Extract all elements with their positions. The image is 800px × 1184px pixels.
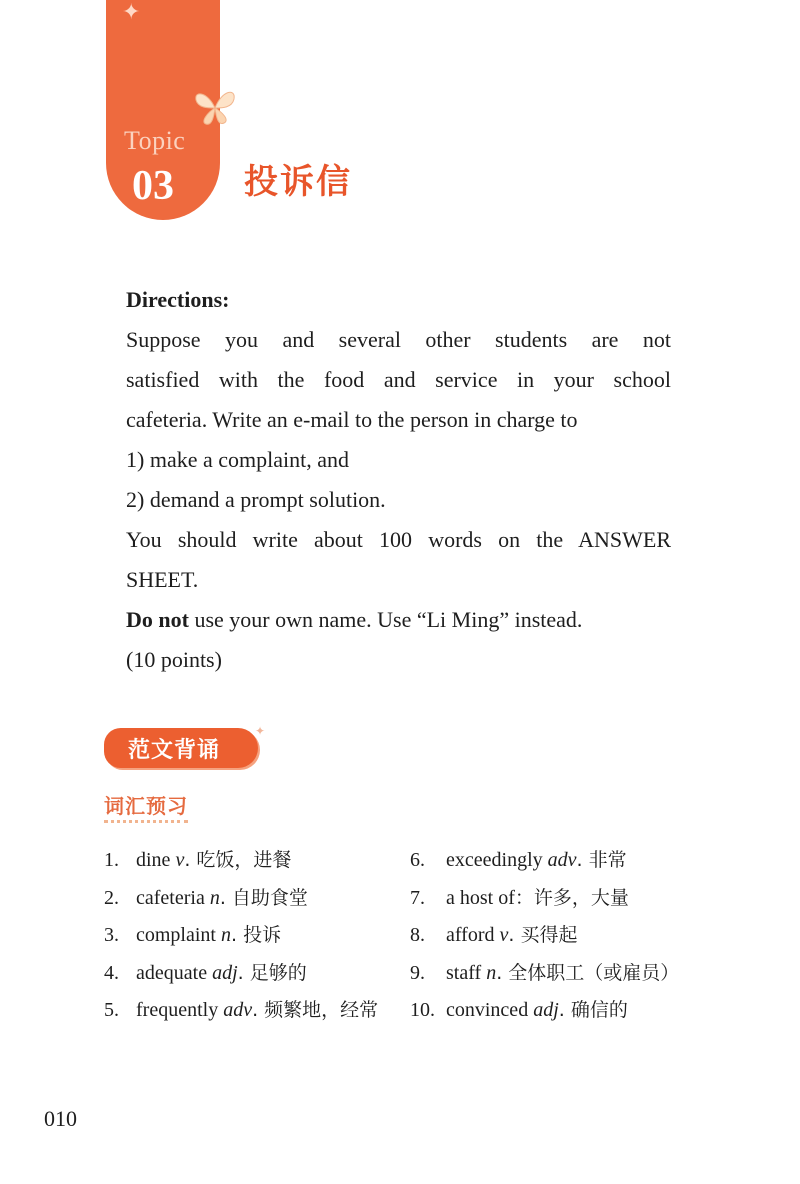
page-title: 投诉信 — [244, 162, 352, 202]
topic-number: 03 — [132, 163, 174, 209]
vocab-number: 1. — [104, 849, 119, 871]
vocab-item — [410, 917, 690, 955]
vocab-number: 5. — [104, 999, 119, 1021]
vocab-word: exceedingly — [446, 849, 548, 871]
vocab-item — [410, 842, 690, 880]
vocab-pos: n — [486, 961, 497, 984]
page-number: 010 — [44, 1106, 77, 1131]
points-text: (10 points) — [126, 647, 222, 672]
vocab-meaning: . 自助食堂 — [219, 886, 308, 909]
vocab-item — [104, 880, 384, 918]
vocab-word: dine — [136, 849, 176, 871]
vocab-meaning: ：许多，大量 — [514, 886, 629, 909]
directions-heading: Directions: — [126, 287, 230, 312]
vocab-pos: n — [220, 924, 231, 946]
directions-block — [126, 280, 671, 680]
vocab-number: 10. — [410, 999, 435, 1021]
vocab-number: 4. — [104, 961, 119, 984]
vocab-meaning: . 非常 — [576, 849, 627, 871]
directions-line: Suppose you and several other students are not — [126, 327, 671, 352]
vocab-heading: 词汇预习 — [104, 790, 188, 823]
vocab-item — [410, 992, 690, 1030]
vocab-pos: adv — [223, 999, 253, 1021]
directions-line: You should write about 100 words on the ANSWER — [126, 527, 671, 552]
directions-line: SHEET. — [126, 567, 199, 592]
butterfly-icon — [190, 86, 240, 130]
vocab-item — [104, 842, 384, 880]
vocab-item — [104, 917, 384, 955]
vocab-number: 2. — [104, 886, 119, 909]
directions-item: 2) demand a prompt solution. — [126, 487, 386, 512]
vocab-pos: adv — [547, 849, 577, 871]
vocab-meaning: . 投诉 — [230, 924, 282, 946]
vocab-list-right — [410, 842, 690, 1030]
topic-word: Topic — [124, 126, 186, 155]
directions-item: 1) make a complaint, and — [126, 447, 349, 472]
vocab-pos: adj — [533, 999, 559, 1021]
vocab-word: adequate — [136, 961, 213, 984]
vocab-number: 3. — [104, 924, 119, 946]
vocab-list-left — [104, 842, 384, 1030]
vocab-word: complaint — [136, 924, 221, 946]
directions-line: satisfied with the food and service in your school — [126, 367, 671, 392]
vocab-meaning: . 频繁地，经常 — [252, 999, 379, 1021]
vocab-number: 9. — [410, 961, 425, 984]
vocab-meaning: . 吃饭，进餐 — [184, 849, 292, 871]
vocab-meaning: . 确信的 — [558, 999, 628, 1021]
vocab-word: staff — [446, 961, 487, 984]
section-label-text: 范文背诵 — [128, 738, 221, 763]
vocab-word: convinced — [446, 999, 534, 1021]
vocab-item — [410, 880, 690, 918]
vocab-word: frequently — [136, 999, 224, 1021]
do-not-text: Do not — [126, 607, 189, 632]
sparkle-icon: ✦ — [255, 724, 266, 738]
vocab-pos: n — [209, 886, 220, 909]
vocab-meaning: . 足够的 — [237, 961, 307, 984]
section-label — [104, 728, 258, 768]
vocab-pos: v — [499, 924, 509, 946]
vocab-number: 8. — [410, 924, 425, 946]
directions-name-line — [126, 600, 671, 640]
vocab-pos: adj — [212, 961, 238, 984]
sparkle-icon: ✦ — [122, 0, 141, 25]
directions-line: cafeteria. Write an e-mail to the person in charge to — [126, 407, 578, 432]
vocab-word: afford — [446, 924, 500, 946]
vocab-pos: v — [175, 849, 185, 871]
vocab-number: 6. — [410, 849, 425, 871]
vocab-word: cafeteria — [136, 886, 210, 909]
vocab-word: a host of — [446, 886, 515, 909]
vocab-meaning: . 全体职工（或雇员） — [496, 961, 680, 984]
name-instruction: use your own name. Use “Li Ming” instead. — [188, 607, 583, 632]
vocab-item — [104, 955, 384, 993]
vocab-item — [104, 992, 384, 1030]
vocab-number: 7. — [410, 886, 425, 909]
vocab-meaning: . 买得起 — [508, 924, 578, 946]
vocab-item — [410, 955, 690, 993]
